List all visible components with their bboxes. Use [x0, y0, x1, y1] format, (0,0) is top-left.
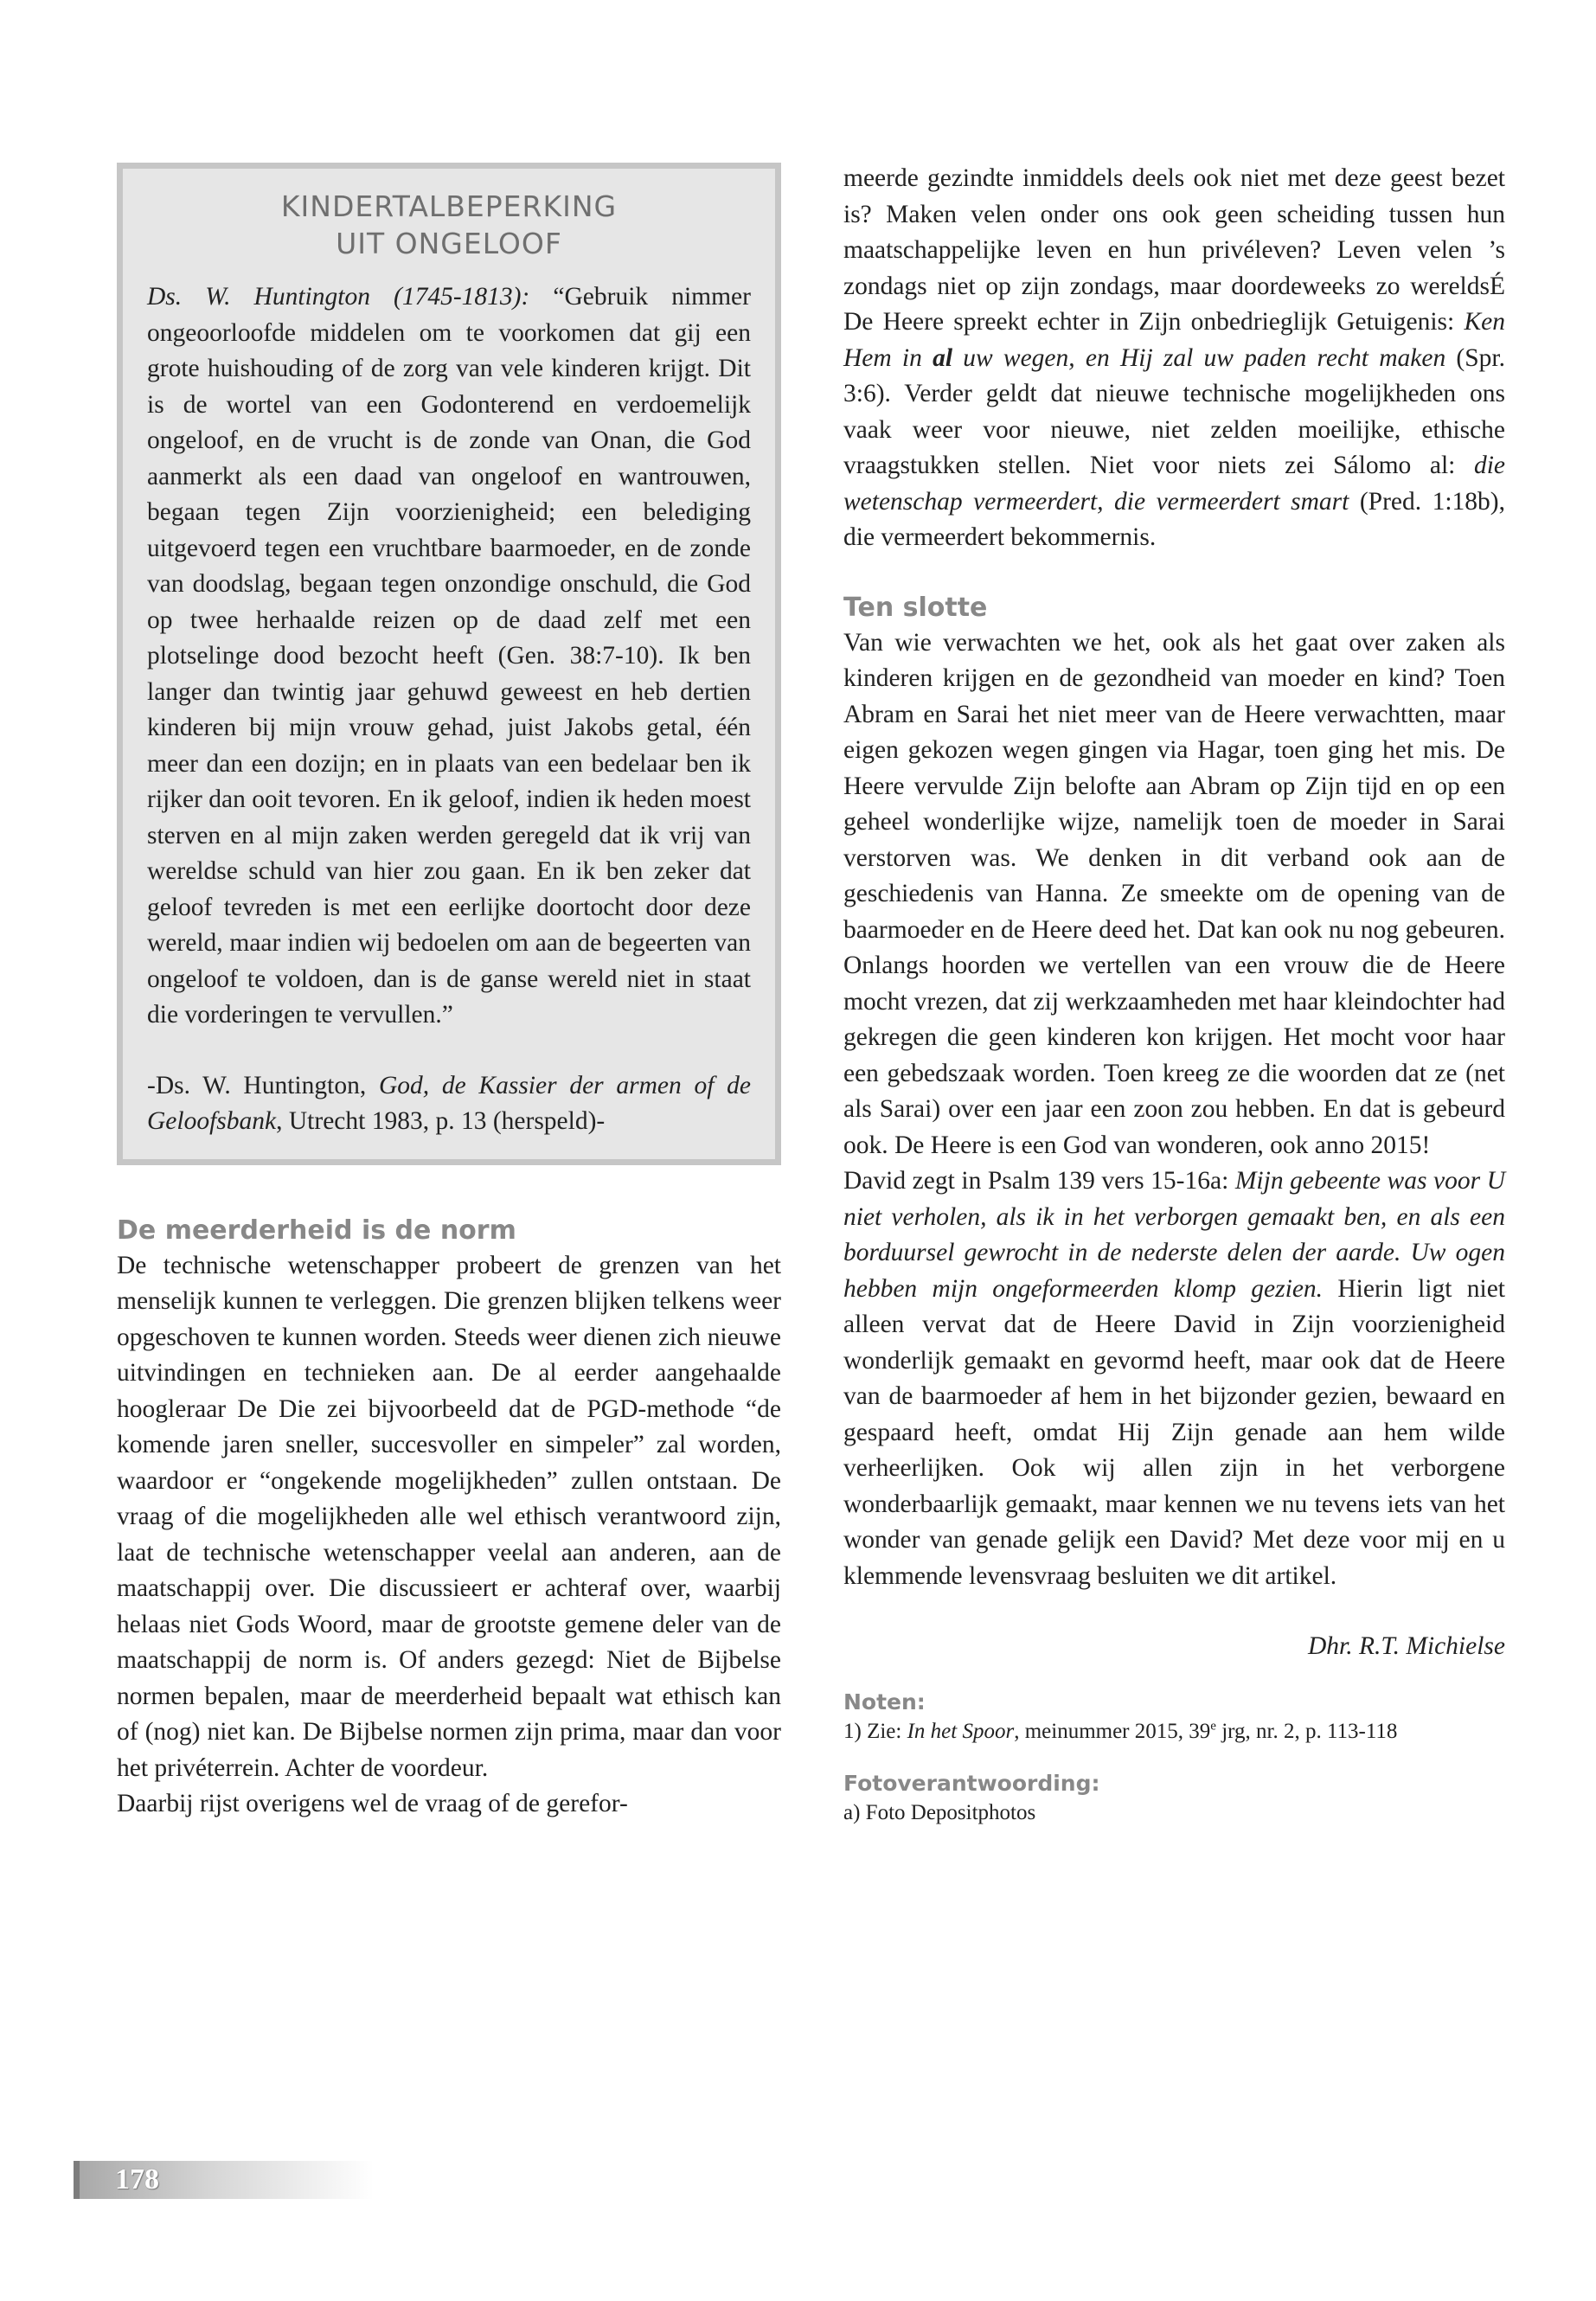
- left-column: [117, 163, 781, 1823]
- p1-italic-3: die wetenschap vermeerdert, die vermeerdert smart: [843, 452, 1505, 516]
- section1-paragraph-1: De technische wetenschapper probeert de grenzen van het menselijk kunnen te verleggen. Die grenzen blijken telkens weer opgeschoven te kunnen worden. Steeds weer dienen zich nieuwe uitvindingen en technieken aan. De al eerder aangehaalde hoogleraar De Die zei bijvoorbeeld dat de PGD-methode “de komende jaren sneller, succesvoller en simpeler” zal worden, waardoor er “ongekende mogelijkheden” zullen ontstaan. De vraag of die mogelijkheden alle wel ethisch verantwoord zijn, laat de technische wetenschapper veelal aan anderen, aan de maatschappij over. Die discussieert er achteraf over, waarbij helaas niet Gods Woord, maar de grootste gemene deler van de maatschappij de norm is. Of anders gezegd: Niet de Bijbelse normen bepalen, maar de meerderheid bepaalt wat ethisch kan of (nog) niet kan. De Bijbelse normen zijn prima, maar dan voor het privéterrein. Achter de voordeur.: [117, 1251, 781, 1782]
- right-paragraph-1: [843, 161, 1505, 556]
- p1-italic-1: Ken Hem in: [843, 308, 1505, 372]
- source-suffix: , Utrecht 1983, p. 13 (herspeld)-: [276, 1107, 606, 1135]
- p1-text-a: meerde gezindte inmiddels deels ook niet met deze geest bezet is? Maken velen onder ons ook geen scheiding tussen hun maatschappelijke leven en hun privéleven? Leven velen ’s zondags niet op zijn zondags, maar doordeweeks zo wereldsÉ De Heere spreekt echter in Zijn onbedrieglijk Getuigenis:: [843, 164, 1505, 336]
- page-number: 178: [115, 2163, 159, 2195]
- quote-author: Ds. W. Huntington (1745-1813):: [147, 283, 530, 311]
- p1-text-b: (Spr. 3:6). Verder geldt dat nieuwe technische mogelijkheden ons vaak weer voor nieuwe, niet zelden moeilijke, ethische vraagstukken stellen. Niet voor niets zei Sálomo al:: [843, 343, 1505, 479]
- right-paragraph-3: [843, 1163, 1505, 1594]
- quote-body: “Gebruik nimmer ongeoorloofde middelen om te voorkomen dat gij een grote huishouding of de zorg van vele kinderen krijgt. Dit is de wortel van een Godonterend en verdoemelijk ongeloof, en de vrucht is de zonde van Onan, die God aanmerkt als een daad van ongeloof en wantrouwen, begaan tegen Zijn voorzienigheid; een belediging uitgevoerd tegen een vruchtbare baarmoeder, en de zonde van doodslag, begaan tegen onzondige onschuld, die God op twee herhaalde reizen op de daad zelf met een plotselinge dood bezocht heeft (Gen. 38:7-10). Ik ben langer dan twintig jaar gehuwd geweest en heb dertien kinderen bij mijn vrouw gehad, juist Jakobs getal, één meer dan een dozijn; en in plaats van een bedelaar ben ik rijker dan ooit tevoren. En ik geloof, indien ik heden moest sterven en al mijn zaken werden geregeld dat ik vrij van wereldse schuld van hier zou gaan. En ik ben zeker dat geloof tevreden is met een eerlijke doortocht door deze wereld, maar indien wij bedoelen om aan de begeerten van ongeloof te voldoen, dan is de ganse wereld niet in staat die vorderingen te vervullen.”: [147, 283, 751, 1029]
- box-title-line-1: KINDERTALBEPERKING: [280, 189, 618, 223]
- section1-paragraph-2: Daarbij rijst overigens wel de vraag of de gerefor-: [117, 1790, 628, 1817]
- p3-text-a: David zegt in Psalm 139 vers 15-16a:: [843, 1167, 1235, 1195]
- note-1: [843, 1717, 1505, 1747]
- source-title: God, de Kassier der armen of de Geloofsbank: [147, 1071, 752, 1135]
- notes-heading: Noten:: [843, 1689, 926, 1715]
- section-heading-conclusion: Ten slotte: [843, 592, 988, 623]
- p1-italic-2: uw wegen, en Hij zal uw paden recht maken: [952, 343, 1446, 372]
- box-source: [147, 1068, 751, 1140]
- note1-prefix: 1) Zie:: [843, 1719, 907, 1743]
- sidebar-box-title: [147, 188, 751, 262]
- note1-sup: e: [1210, 1719, 1216, 1734]
- section-heading-majority: De meerderheid is de norm: [117, 1215, 516, 1246]
- p1-bold-al: al: [933, 343, 953, 372]
- photo-credit: a) Foto Depositphotos: [843, 1800, 1036, 1824]
- photo-credit-heading: Fotoverantwoording:: [843, 1770, 1100, 1796]
- note1-suffix: jrg, nr. 2, p. 113-118: [1215, 1719, 1398, 1743]
- box-title-line-2: UIT ONGELOOF: [336, 227, 562, 260]
- sidebar-box: [117, 163, 781, 1165]
- author-signature: Dhr. R.T. Michielse: [1307, 1632, 1505, 1660]
- p3-italic: Mijn gebeente was voor U niet verholen, als ik in het verborgen gemaakt ben, en als een borduursel gewrocht in de nederste delen der aarde. Uw ogen hebben mijn ongeformeerden klomp gezien.: [843, 1167, 1505, 1303]
- source-prefix: -Ds. W. Huntington,: [147, 1071, 379, 1099]
- right-paragraph-2: Van wie verwachten we het, ook als het gaat over zaken als kinderen krijgen en de gezondheid van moeder en kind? Toen Abram en Sarai het niet meer van de Heere verwachtten, maar eigen gekozen wegen gingen via Hagar, toen ging het mis. De Heere vervulde Zijn belofte aan Abram op Zijn tijd en op een geheel wonderlijke wijze, namelijk toen de moeder in Sarai verstorven was. We denken in dit verband ook aan de geschiedenis van Hanna. Ze smeekte om de opening van de baarmoeder en de Heere deed het. Dat kan ook nu nog gebeuren. Onlangs hoorden we vertellen van een vrouw die de Heere mocht vrezen, dat zij werkzaamheden met haar kleindochter had gekregen die geen kinderen kon krijgen. Het mocht voor haar een gebedszaak worden. Toen kreeg ze die woorden dat ze (net als Sarai) over een jaar een zoon zou hebben. En dat is gebeurd ook. De Heere is een God van wonderen, ook anno 2015!: [843, 628, 1505, 1159]
- right-column: [843, 161, 1505, 1828]
- p3-text-b: Hierin ligt niet alleen vervat dat de Heere David in Zijn voorzienigheid wonderlijk gemaakt en gevormd heeft, maar ook dat de Heere van de baarmoeder af hem in het bijzonder gezien, bewaard en gespaard heeft, omdat Hij Zijn genade aan hem wilde verheerlijken. Ook wij allen zijn in het verborgene wonderbaarlijk gemaakt, maar kennen we nu tevens iets van het wonder van genade gelijk een David? Met deze voor mij en u klemmende levensvraag besluiten we dit artikel.: [843, 1274, 1505, 1590]
- note1-mid: , meinummer 2015, 39: [1014, 1719, 1211, 1743]
- box-quote: [147, 279, 751, 1034]
- note1-title: In het Spoor: [907, 1719, 1015, 1743]
- p1-text-c: (Pred. 1:18b), die vermeerdert bekommernis.: [843, 487, 1505, 551]
